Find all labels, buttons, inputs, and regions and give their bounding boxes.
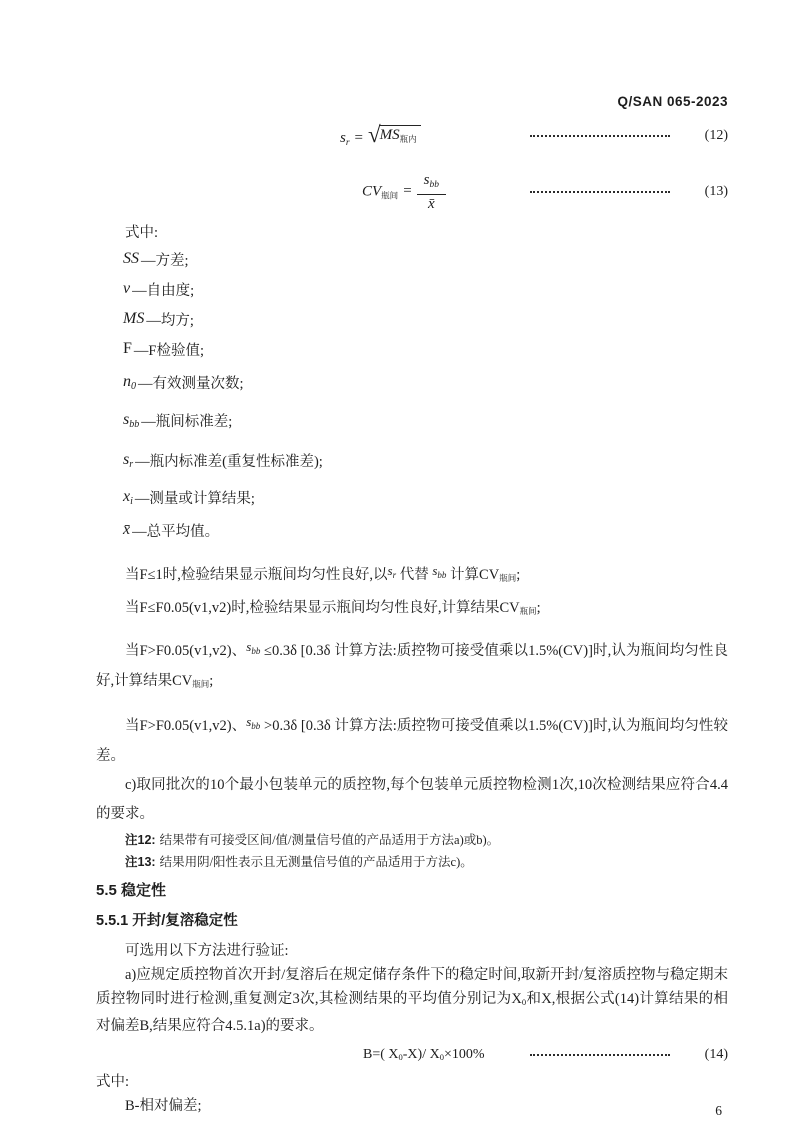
formula-14 — [96, 1042, 728, 1068]
definition-item: SS —方差; — [123, 249, 189, 269]
radical-sign: √ — [368, 121, 381, 147]
definition-item: xi —测量或计算结果; — [123, 487, 255, 507]
fraction: $\frac{s_{bb}}{x̄}$ — [417, 172, 446, 212]
page-number: 6 — [715, 1103, 722, 1118]
paragraph-method-c: c)取同批次的10个最小包装单元的质控物,每个包装单元质控物检测1次,10次检测结果应符合4.4的要求。 — [96, 777, 728, 822]
formula-13 — [96, 166, 728, 218]
note-label: 注12: — [125, 833, 156, 847]
formula-13-expression: $CV_{瓶间}$ = $\frac{s_{bb}}{x̄}$ — [362, 172, 446, 212]
equation-number-13: (13) — [704, 184, 728, 199]
paragraph-f-le-1: 当F≤1时,检验结果显示瓶间均匀性良好,以sr 代替 sbb 计算CV瓶间; — [125, 563, 521, 583]
equation-number-12: (12) — [704, 128, 728, 143]
formula-12-expression: $s_r$ = √ $MS_{瓶内}$ — [340, 125, 421, 148]
square-root: √ $MS_{瓶内}$ — [368, 125, 421, 148]
doc-code: Q/SAN 065-2023 — [617, 94, 728, 109]
definition-item: sr —瓶内标准差(重复性标准差); — [123, 450, 323, 470]
section-heading-5-5: 5.5 稳定性 — [96, 882, 167, 899]
where-clause-label: 式中: — [96, 1074, 130, 1090]
definition-item: F —F检验值; — [123, 339, 204, 359]
note-12 — [96, 829, 728, 851]
paragraph-stability-intro: 可选用以下方法进行验证: — [125, 943, 289, 959]
definition-item: MS —均方; — [123, 309, 194, 329]
section-heading-5-5-1: 5.5.1 开封/复溶稳定性 — [96, 913, 238, 929]
definition-item: x̄ —总平均值。 — [123, 520, 220, 540]
note-text: 结果用阴/阳性表示且无测量信号值的产品适用于方法c)。 — [159, 855, 473, 869]
dotted-leader — [530, 1054, 670, 1056]
dotted-leader — [530, 135, 670, 137]
formula-14-expression: B=( X0-X)/ X0×100% — [363, 1047, 485, 1062]
definition-item: v —自由度; — [123, 279, 195, 299]
paragraph-f-gt-gt: 当F>F0.05(v1,v2)、sbb >0.3δ [0.3δ 计算方法:质控物可接受值乘以1.5%(CV)]时,认为瓶间均匀性较差。 — [96, 714, 728, 764]
note-label: 注13: — [125, 855, 156, 869]
formula-12 — [96, 116, 728, 156]
dotted-leader — [530, 191, 670, 193]
definition-item: n0 —有效测量次数; — [123, 372, 244, 392]
definition-item: sbb —瓶间标准差; — [123, 410, 233, 430]
note-13 — [96, 851, 728, 873]
paragraph-f-gt-le: 当F>F0.05(v1,v2)、sbb ≤0.3δ [0.3δ 计算方法:质控物可接受值乘以1.5%(CV)]时,认为瓶间均匀性良好,计算结果CV瓶间; — [96, 639, 729, 689]
paragraph-f-le-f005: 当F≤F0.05(v1,v2)时,检验结果显示瓶间均匀性良好,计算结果CV瓶间; — [125, 600, 541, 616]
paragraph-method-a: a)应规定质控物首次开封/复溶后在规定储存条件下的稳定时间,取新开封/复溶质控物与稳定期末质控物同时进行检测,重复测定3次,其检测结果的平均值分别记为X0和X,根据公式(14)计算结果的相对偏差B,结果应符合4.5.1a)的要求。 — [96, 967, 728, 1034]
definition-b: B-相对偏差; — [125, 1098, 202, 1114]
where-clause-label: 式中: — [125, 225, 159, 241]
equation-number-14: (14) — [704, 1047, 728, 1062]
definitions-list — [96, 244, 728, 546]
note-text: 结果带有可接受区间/值/测量信号值的产品适用于方法a)或b)。 — [159, 833, 500, 847]
